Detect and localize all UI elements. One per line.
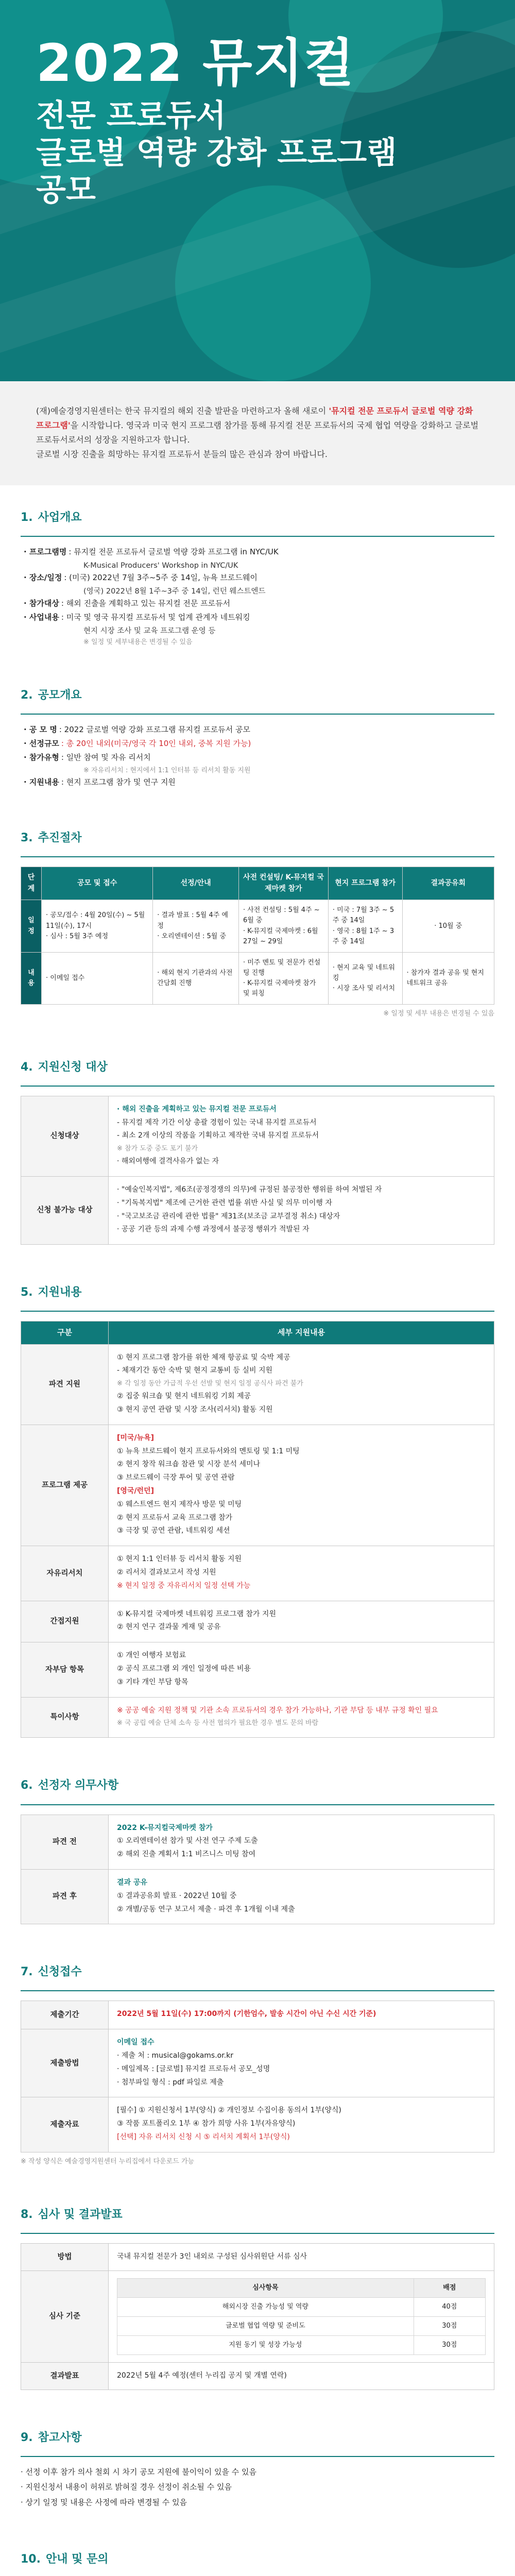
section-divider [21,856,494,857]
cell-line: ③ 현지 공연 관람 및 시장 조사(리서치) 활동 지원 [117,1405,273,1414]
hero-subtitle-line: 공모 [36,172,96,208]
hero-title: 2022 뮤지컬 [36,33,355,93]
row-header: 심사 기준 [21,2270,109,2362]
list-item: · 지원신청서 내용이 허위로 밝혀질 경우 선정이 취소될 수 있음 [21,2482,232,2492]
cell-line: ② 현지 프로듀서 교육 프로그램 참가 [117,1513,233,1522]
row-header: 방법 [21,2244,109,2271]
section-header [21,1777,494,1794]
section-overview [0,485,515,663]
cell-line: · 공공 기관 등의 과제 수행 과정에서 불공정 행위가 적발된 자 [117,1225,310,1234]
section-number: 4. [21,1060,33,1074]
section-title: 사업개요 [38,511,82,524]
section-header [21,687,494,704]
item-label: · 지원내용 [24,777,59,787]
cell-line: ③ 극장 및 공연 관람, 네트워킹 세션 [117,1527,230,1535]
section-divider [21,2456,494,2457]
table-cell: 30점 [414,2317,485,2336]
cell-line: ② 공식 프로그램 외 개인 일정에 따른 비용 [117,1664,251,1673]
section-divider [21,536,494,537]
score-table [117,2278,486,2355]
row-header: 프로그램 제공 [21,1425,109,1546]
table-row [117,2297,486,2316]
section-header [21,509,494,527]
section-obligations [0,1753,515,1940]
item-sub: (영국) 2022년 8월 1주~3주 중 14일, 런던 웨스트엔드 [83,587,266,596]
table-row [21,1815,494,1869]
table-row [21,1176,494,1244]
cell-line: ※ 참가 도중 중도 포기 불가 [117,1145,198,1153]
hero-banner [0,0,515,381]
call-list [21,724,494,788]
item-label: · 공 모 명 [24,724,57,734]
section-divider [21,1990,494,1991]
intro-text-part: (재)예술경영지원센터는 한국 뮤지컬의 해외 진출 발판을 마련하고자 올해 새로이 [36,406,329,416]
application-table [21,2001,494,2152]
table-row [21,1425,494,1546]
table-row [21,1697,494,1738]
cell-line: ※ 공공 예술 지원 정책 및 기관 소속 프로듀서의 경우 참가 가능하나, 기관 부담 등 내부 규정 확인 필요 [117,1706,438,1715]
row-header: 자유리서치 [21,1546,109,1601]
item-value: : 뮤지컬 전문 프로듀서 글로벌 역량 강화 프로그램 in NYC/UK [68,547,279,557]
table-cell: · 사전 컨설팅 : 5월 4주 ~ 6월 중 · K-뮤지컬 국제마켓 : 6월 27일 ~ 29일 [238,900,328,953]
table-cell [109,1546,494,1601]
section-title: 지원내용 [38,1286,82,1299]
cell-line: ※ 각 일정 동안 가급적 우선 선발 및 현지 일정 공식사 파견 불가 [117,1380,303,1388]
section-title: 지원신청 대상 [38,1060,108,1074]
table-row [21,2270,494,2362]
table-cell: · 이메일 접수 [42,952,153,1005]
table-cell [109,1425,494,1546]
table-cell [109,1869,494,1924]
list-item [24,546,494,558]
table-cell: 30점 [414,2336,485,2355]
table-header-cell: 선정/안내 [153,867,239,900]
section-title: 신청접수 [38,1965,82,1979]
section-note: ※ 자유리서치 : 현지에서 1:1 인터뷰 등 리서치 활동 지원 [83,767,251,775]
section-divider [21,714,494,715]
table-row [21,952,494,1005]
row-header: 간접지원 [21,1601,109,1642]
table-cell [109,2270,494,2362]
item-label: · 프로그램명 [24,547,67,557]
item-sub: 현지 시장 조사 및 교육 프로그램 운영 등 [83,627,216,636]
cell-line: ② 현지 창작 워크숍 참관 및 시장 분석 세미나 [117,1460,261,1469]
cell-line: ② 해외 진출 계획서 1:1 비즈니스 미팅 참여 [117,1850,256,1859]
list-item [24,738,494,750]
section-number: 8. [21,2208,33,2221]
row-header: 특이사항 [21,1697,109,1738]
section-review [0,2182,515,2405]
section-number: 6. [21,1779,33,1792]
cell-line: ③ 브로드웨이 극장 투어 및 공연 관람 [117,1473,235,1482]
cell-line: - 최소 2개 이상의 작품을 기획하고 제작한 국내 뮤지컬 프로듀서 [117,1131,319,1140]
table-cell: 40점 [414,2297,485,2316]
item-value: : 일반 참여 및 자유 리서치 [61,753,151,762]
list-item [24,598,494,609]
table-cell: 국내 뮤지컬 전문가 3인 내외로 구성된 심사위원단 서류 심사 [109,2244,494,2271]
section-title: 추진절차 [38,831,82,844]
table-cell: 글로벌 협업 역량 및 준비도 [117,2317,414,2336]
table-row [21,1869,494,1924]
cell-line: [영국/런던] [117,1486,154,1495]
section-number: 7. [21,1965,33,1979]
cell-line: · 해외 진출을 계획하고 있는 뮤지컬 전문 프로듀서 [117,1105,277,1113]
section-divider [21,1311,494,1312]
process-table [21,867,494,1005]
section-number: 1. [21,511,33,524]
cell-line: ② 개별/공동 연구 보고서 제출 · 파견 후 1개월 이내 제출 [117,1905,295,1913]
list-item [24,572,494,584]
table-cell [109,1815,494,1869]
section-number: 5. [21,1286,33,1299]
table-header-cell: 단계 [21,867,42,900]
intro-highlight: '뮤지컬 전문 프로듀서 글로벌 역량 강화 프로그램' [36,406,473,430]
table-cell [109,1642,494,1697]
cell-line: · "예술인복지법", 제6조(공정경쟁의 의무)에 규정된 불공정한 행위를 하여 처벌된 자 [117,1185,382,1194]
table-cell: · 결과 발표 : 5월 4주 예정 · 오리엔테이션 : 5월 중 [153,900,239,953]
item-label: · 장소/일정 [24,572,62,582]
hero-subtitle-line: 전문 프로듀서 [36,98,226,134]
cell-line: [미국/뉴욕] [117,1433,154,1442]
cell-line: 2022 K-뮤지컬국제마켓 참가 [117,1823,213,1832]
table-header-row [21,1321,494,1344]
section-contact [0,2527,515,2576]
table-row [117,2336,486,2355]
table-cell [109,2029,494,2097]
intro-text [0,381,515,485]
table-header-cell: 결과공유회 [402,867,494,900]
table-cell: · 현지 교육 및 네트워킹 · 시장 조사 및 리서치 [328,952,402,1005]
table-header-cell: 사전 컨설팅/ K-뮤지컬 국제마켓 참가 [238,867,328,900]
table-header-cell: 배점 [414,2278,485,2297]
section-call-overview [0,663,515,806]
row-header: 자부담 항목 [21,1642,109,1697]
item-value: : 해외 진출을 계획하고 있는 뮤지컬 전문 프로듀서 [61,598,231,608]
section-notes [0,2405,515,2527]
table-row [21,2001,494,2029]
item-label: · 참가유형 [24,753,59,762]
table-row [21,1601,494,1642]
notes-list [21,2466,494,2509]
item-value: : (미국) 2022년 7월 3주~5주 중 14일, 뉴욕 브로드웨이 [64,572,258,582]
item-value: : 2022 글로벌 역량 강화 프로그램 뮤지컬 프로듀서 공모 [59,724,251,734]
table-cell: 지원 동기 및 성장 가능성 [117,2336,414,2355]
row-header: 신청 불가능 대상 [21,1176,109,1244]
cell-line: 2022년 5월 11일(수) 17:00까지 (기한엄수, 발송 시간이 아닌 수신 시간 기준) [117,2010,376,2019]
section-header [21,1059,494,1076]
table-cell [109,2097,494,2152]
cell-line: · "기독복지법" 제조에 근거한 관련 법률 위반 사실 및 의무 미이행 자 [117,1198,332,1207]
section-title: 참고사항 [38,2431,82,2444]
section-divider [21,1804,494,1805]
row-header: 신청대상 [21,1096,109,1176]
row-header: 제출방법 [21,2029,109,2097]
cell-line: - 뮤지컬 제작 기간 이상 총괄 경험이 있는 국내 뮤지컬 프로듀서 [117,1118,317,1127]
section-header [21,1963,494,1981]
item-sub: K-Musical Producers' Workshop in NYC/UK [83,562,238,570]
section-header [21,829,494,847]
table-cell: 해외시장 진출 가능성 및 역량 [117,2297,414,2316]
cell-line: ① 현지 1:1 인터뷰 등 리서치 활동 지원 [117,1555,242,1564]
section-process [0,806,515,1035]
intro-paragraph: 글로벌 시장 진출을 희망하는 뮤지컬 프로듀서 분들의 많은 관심과 참여 바랍니다. [36,449,328,459]
list-item [24,612,494,623]
intro-text-part: 을 시작합니다. 영국과 미국 현지 프로그램 참가를 통해 뮤지컬 전문 프로듀서의 국제 협업 역량을 강화하고 글로벌 프로듀서로서의 성장을 지원하고자 합니다. [36,420,479,445]
table-cell [109,1697,494,1738]
cell-line: ③ 작품 포트폴리오 1부 ④ 참가 희망 사유 1부(자유양식) [117,2120,296,2128]
table-cell [109,1601,494,1642]
cell-line: ※ 국 공립 예술 단체 소속 등 사전 협의가 필요한 경우 별도 문의 바람 [117,1719,319,1727]
item-value: : 미국 및 영국 뮤지컬 프로듀서 및 업계 관계자 네트워킹 [61,612,250,622]
table-cell [109,1096,494,1176]
table-cell: · 미주 멘토 및 전문가 컨설팅 진행 · K-뮤지컬 국제마켓 참가 및 피칭 [238,952,328,1005]
list-item [24,752,494,764]
section-header [21,1284,494,1301]
cell-line: [선택] 자유 리서치 신청 시 ⑤ 리서치 계획서 1부(양식) [117,2132,290,2141]
table-row [21,2097,494,2152]
cell-line: ① K-뮤지컬 국제마켓 네트워킹 프로그램 참가 지원 [117,1609,276,1618]
section-header [21,2206,494,2224]
table-header-cell: 구분 [21,1321,109,1344]
overview-list [21,546,494,648]
obligations-table [21,1815,494,1925]
table-header-cell: 세부 지원내용 [109,1321,494,1344]
row-header: 파견 전 [21,1815,109,1869]
table-cell: · 공모/접수 : 4월 20일(수) ~ 5월 11일(수), 17시 · 심사 : 5월 3주 예정 [42,900,153,953]
cell-line: - 체재기간 동안 숙박 및 현지 교통비 등 실비 지원 [117,1366,273,1375]
row-header: 제출기간 [21,2001,109,2029]
table-cell: · 10월 중 [402,900,494,953]
item-label: · 선정규모 [24,738,59,748]
section-note: ※ 일정 및 세부내용은 변경될 수 있음 [83,638,193,646]
section-header [21,2429,494,2447]
section-title: 공모개요 [38,688,82,702]
section-title: 선정자 의무사항 [38,1779,119,1792]
table-header-cell: 공모 및 접수 [42,867,153,900]
table-row [117,2317,486,2336]
cell-line: ① 웨스트엔드 현지 제작사 방문 및 미팅 [117,1500,242,1509]
table-row [21,900,494,953]
cell-line: · 제출 처 : musical@gokams.or.kr [117,2052,234,2060]
section-divider [21,1086,494,1087]
table-row [21,2244,494,2271]
table-cell: 2022년 5월 4주 예정(센터 누리집 공지 및 개별 연락) [109,2363,494,2390]
table-row [21,1344,494,1425]
section-eligibility [0,1035,515,1261]
section-title: 심사 및 결과발표 [38,2208,123,2221]
cell-line: ② 집중 워크숍 및 현지 네트워킹 기회 제공 [117,1392,251,1401]
item-label: · 참가대상 [24,598,59,608]
table-row [21,1642,494,1697]
eligibility-table [21,1096,494,1245]
section-note: ※ 작성 양식은 예술경영지원센터 누리집에서 다운로드 가능 [21,2157,195,2165]
item-value: : 현지 프로그램 참가 및 연구 지원 [61,777,176,787]
cell-line: 결과 공유 [117,1878,147,1887]
cell-line: ③ 기타 개인 부담 항목 [117,1677,188,1686]
row-header: 결과발표 [21,2363,109,2390]
section-divider [21,2233,494,2234]
cell-line: ① 뉴욕 브로드웨이 현지 프로듀서와의 멘토링 및 1:1 미팅 [117,1447,300,1455]
table-cell: · 해외 현지 기관과의 사전 간담회 진행 [153,952,239,1005]
cell-line: 이메일 접수 [117,2038,154,2047]
row-header: 제출자료 [21,2097,109,2152]
cell-line: ① 현지 프로그램 참가를 위한 체재 항공료 및 숙박 제공 [117,1353,290,1362]
cell-line: ② 리서치 결과보고서 작성 지원 [117,1568,216,1577]
table-row [21,2363,494,2390]
table-header-cell: 심사항목 [117,2278,414,2297]
section-number: 2. [21,688,33,702]
table-header-row [117,2278,486,2297]
table-header-row [21,867,494,900]
list-item [24,776,494,788]
table-cell: · 참가자 결과 공유 및 현지 네트워크 공유 [402,952,494,1005]
hero-subtitle-line: 글로벌 역량 강화 프로그램 [36,135,397,171]
row-header: 파견 후 [21,1869,109,1924]
table-cell [109,1176,494,1244]
table-header-cell: 현지 프로그램 참가 [328,867,402,900]
cell-line: ※ 현지 일정 중 자유리서치 일정 선택 가능 [117,1581,251,1590]
row-header: 파견 지원 [21,1344,109,1425]
table-row [21,2029,494,2097]
section-header [21,2551,494,2568]
support-table [21,1321,494,1738]
cell-line: · 첨부파일 형식 : pdf 파일로 제출 [117,2078,224,2087]
item-label: · 사업내용 [24,612,59,622]
section-support [0,1260,515,1753]
item-value: : 총 20인 내외(미국/영국 각 10인 내외, 중복 지원 가능) [61,738,251,748]
cell-line: · "국고보조금 관리에 관한 법률" 제31조(보조금 교부결정 취소) 대상자 [117,1212,340,1221]
hero-subtitle [36,97,479,209]
cell-line: · 해외여행에 결격사유가 없는 자 [117,1157,219,1166]
section-title: 안내 및 문의 [45,2552,109,2566]
table-cell [109,1344,494,1425]
section-number: 9. [21,2431,33,2444]
table-cell: · 미국 : 7월 3주 ~ 5주 중 14일 · 영국 : 8월 1주 ~ 3주 중 14일 [328,900,402,953]
list-item: · 상기 일정 및 내용은 사정에 따라 변경될 수 있음 [21,2497,187,2507]
cell-line: ① 오리엔테이션 참가 및 사전 연구 주제 도출 [117,1837,258,1845]
table-row [21,1546,494,1601]
section-number: 3. [21,831,33,844]
section-note: ※ 일정 및 세부 내용은 변경될 수 있음 [383,1010,494,1018]
cell-line: ① 결과공유회 발표 · 2022년 10월 중 [117,1891,237,1900]
row-header: 일정 [21,900,42,953]
section-application [0,1940,515,2182]
list-item [24,724,494,736]
section-number: 10. [21,2552,41,2566]
row-header: 내용 [21,952,42,1005]
cell-line: · 메일제목 : [글로벌] 뮤지컬 프로듀서 공모_성명 [117,2064,270,2073]
cell-line: ② 현지 연구 결과물 게재 및 공유 [117,1623,221,1632]
cell-line: ① 개인 여행자 보험료 [117,1651,186,1660]
list-item: · 선정 이후 참가 의사 철회 시 차기 공모 지원에 불이익이 있을 수 있음 [21,2467,256,2477]
table-row [21,1096,494,1176]
table-cell [109,2001,494,2029]
intro-paragraph [36,404,479,447]
review-table [21,2243,494,2390]
cell-line: [필수] ① 지원신청서 1부(양식) ② 개인정보 수집이용 동의서 1부(양식) [117,2106,341,2115]
